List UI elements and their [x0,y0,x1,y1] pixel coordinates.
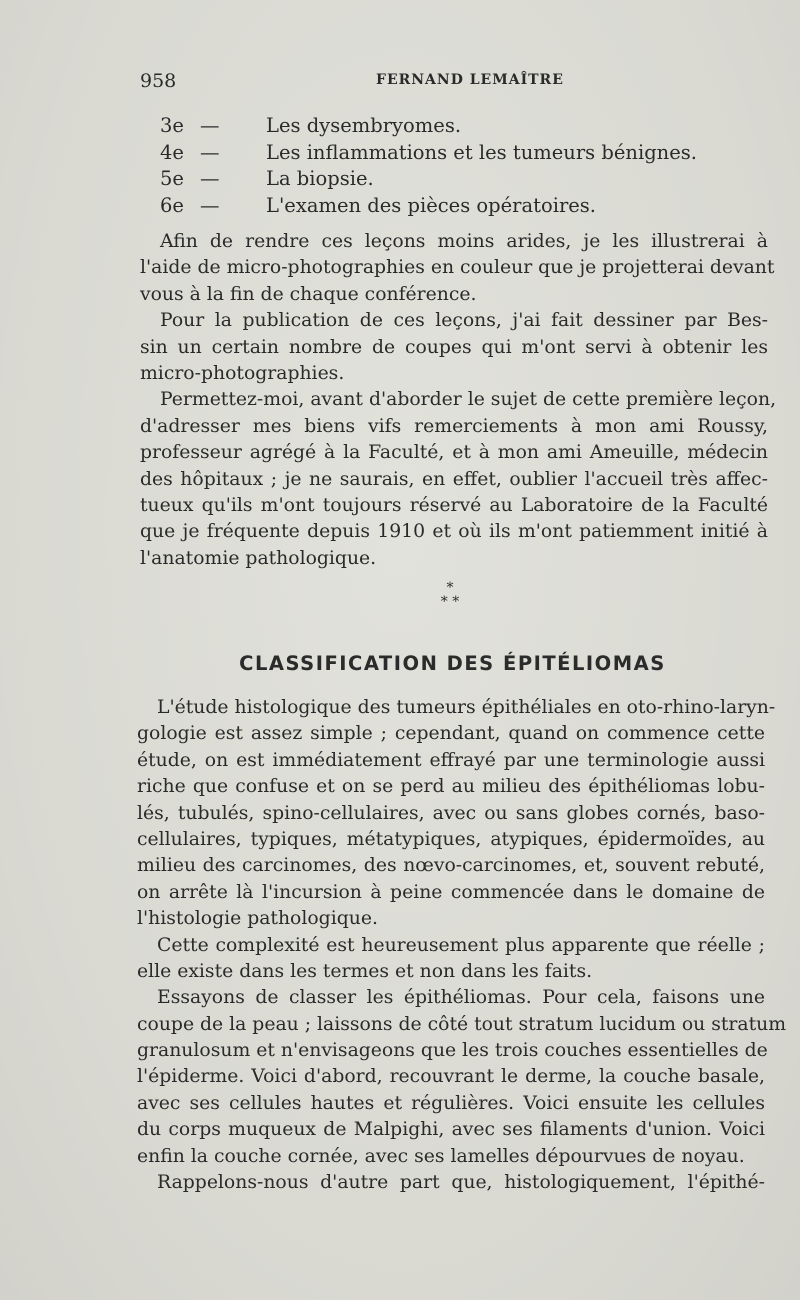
text-line: sin un certain nombre de coupes qui m'ont servi à obtenir les [140,336,768,358]
list-text: L'examen des pièces opératoires. [266,193,597,217]
text-line: professeur agrégé à la Faculté, et à mon ami Ameuille, médecin [140,442,768,464]
list-dash: — [200,140,220,164]
text-line: Rappelons-nous d'autre part que, histologiquement, l'épithé- [157,1172,765,1194]
text-line: l'histologie pathologique. [137,908,378,930]
text-line: on arrête là l'incursion à peine commencée dans le domaine de [137,881,765,903]
text-line: Afin de rendre ces leçons moins arides, je les illustrerai à [160,231,768,252]
list-text: La biopsie. [266,167,374,190]
list-number: 3e [160,114,184,137]
text-line: des hôpitaux ; je ne saurais, en effet, oublier l'accueil très affec- [140,468,768,490]
text-line: tueux qu'ils m'ont toujours réservé au Laboratoire de la Faculté [140,494,768,516]
list-number: 5e [160,167,184,190]
text-line: gologie est assez simple ; cependant, quand on commence cette [137,723,765,745]
text-line: riche que confuse et on se perd au milieu des épithéliomas lobu- [137,776,765,798]
page-number: 958 [140,70,177,92]
list-number: 4e [160,140,184,164]
text-line: milieu des carcinomes, des nœvo-carcinomes, et, souvent rebuté, [137,855,765,877]
asterism-bottom: * * [440,594,460,610]
text-line: elle existe dans les termes et non dans les faits. [137,960,593,982]
text-line: granulosum et n'envisageons que les trois couches essentielles de [137,1040,768,1062]
list-item [140,140,765,167]
text-line: coupe de la peau ; laissons de côté tout stratum lucidum ou stratum [137,1013,787,1035]
asterism-top: * [446,580,454,596]
text-line: enfin la couche cornée, avec ses lamelles dépourvues de noyau. [137,1145,745,1167]
text-line: vous à la fin de chaque conférence. [140,283,477,305]
running-title: FERNAND LEMAÎTRE [376,72,564,88]
text-line: L'étude histologique des tumeurs épithéliales en oto-rhino-laryn- [157,697,776,718]
list-number: 6e [160,193,184,217]
text-line: l'épiderme. Voici d'abord, recouvrant le derme, la couche basale, [137,1066,765,1088]
text-line: l'anatomie pathologique. [140,547,377,569]
text-line: cellulaires, typiques, métatypiques, atypiques, épidermoïdes, au [137,828,765,850]
list-item [140,166,765,193]
list-item [140,113,765,140]
list-text: Les inflammations et les tumeurs bénignes. [266,140,697,164]
body-paragraphs [137,695,787,1196]
text-line: d'adresser mes biens vifs remerciements à mon ami Roussy, [140,415,768,437]
text-line: Essayons de classer les épithéliomas. Pour cela, faisons une [157,987,765,1009]
text-line: Pour la publication de ces leçons, j'ai fait dessiner par Bes- [160,310,768,332]
text-line: Permettez-moi, avant d'aborder le sujet de cette première leçon, [160,389,777,411]
text-line: étude, on est immédiatement effrayé par une terminologie aussi [137,749,765,771]
section-heading: CLASSIFICATION DES ÉPITÉLIOMAS [239,652,666,675]
text-line: avec ses cellules hautes et régulières. Voici ensuite les cellules [137,1092,765,1114]
text-line: lés, tubulés, spino-cellulaires, avec ou sans globes cornés, baso- [137,802,765,824]
asterism [420,581,480,609]
running-head [140,70,765,96]
text-line: l'aide de micro-photographies en couleur que je projetterai devant [140,257,775,279]
text-line: du corps muqueux de Malpighi, avec ses filaments d'union. Voici [137,1119,765,1141]
lesson-list [140,113,765,219]
text-line: micro-photographies. [140,362,345,384]
list-text: Les dysembryomes. [266,114,462,137]
text-line: que je fréquente depuis 1910 et où ils m'ont patiemment initié à [140,521,768,543]
list-item [140,193,765,220]
text-line: Cette complexité est heureusement plus apparente que réelle ; [157,934,765,956]
intro-paragraphs [140,229,777,572]
list-dash: — [200,167,220,190]
list-dash: — [200,114,220,137]
list-dash: — [200,193,220,217]
